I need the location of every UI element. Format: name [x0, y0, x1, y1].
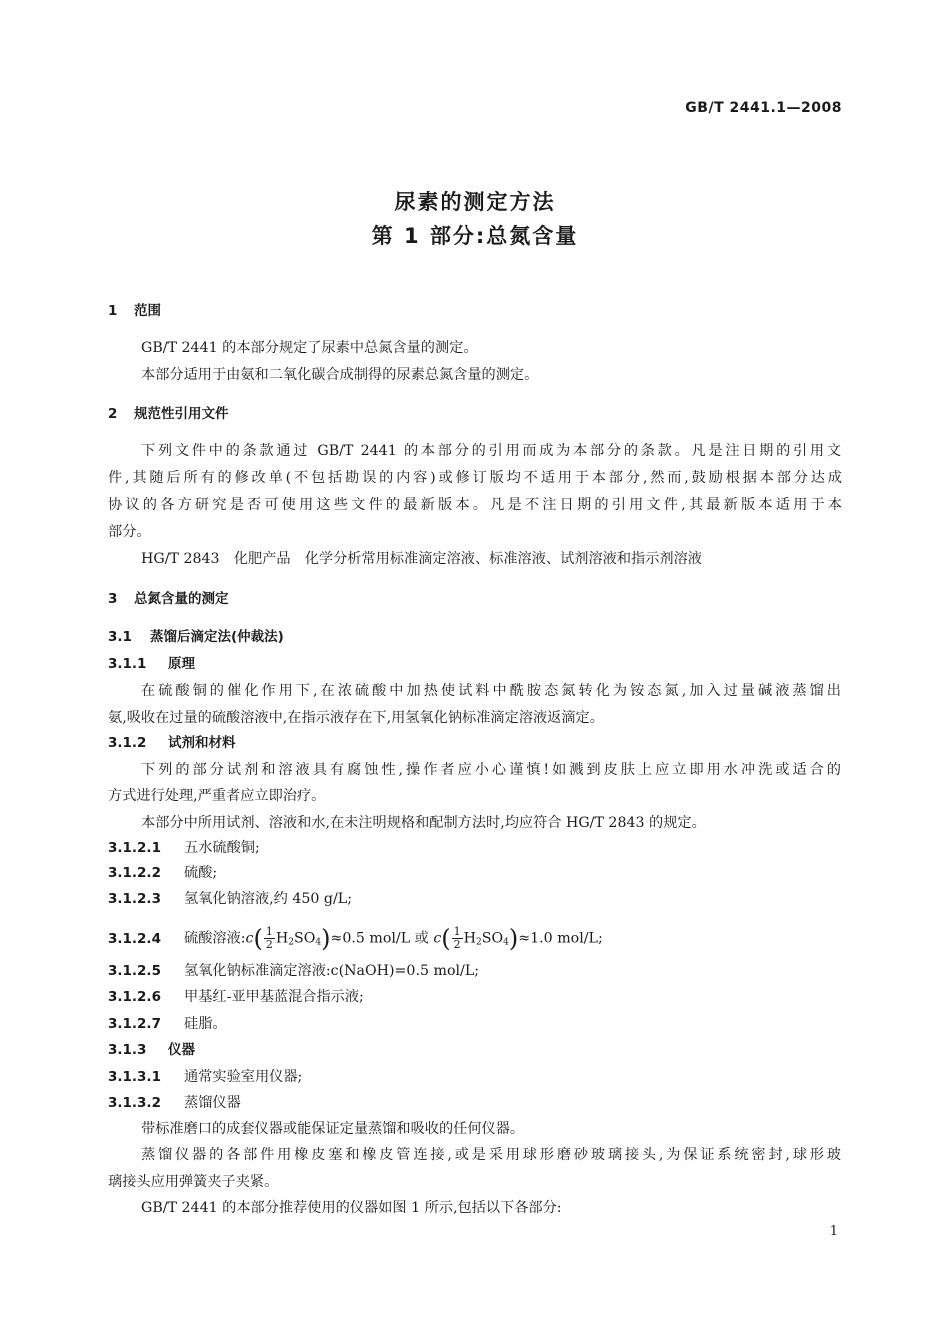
value-text: ≈1.0 mol/L; — [518, 930, 603, 947]
fraction — [452, 926, 463, 951]
section-number: 2 — [108, 406, 118, 422]
paragraph-line: 本部分中所用试剂、溶液和水,在未注明规格和配制方法时,均应符合 HG/T 2843 的规定。 — [141, 815, 706, 831]
section-title: 范围 — [134, 303, 161, 319]
clause-number: 3.1.2 — [108, 735, 147, 751]
paragraph-line: 本部分适用于由氨和二氧化碳合成制得的尿素总氮含量的测定。 — [141, 367, 539, 383]
clause-number: 3.1 — [108, 629, 132, 645]
paragraph-line: 在硫酸铜的催化作用下,在浓硫酸中加热使试料中酰胺态氮转化为铵态氮,加入过量碱液蒸馏出 — [141, 683, 841, 699]
clause-title: 仪器 — [168, 1042, 195, 1058]
subscript: 2 — [476, 937, 482, 948]
open-paren: ( — [253, 924, 263, 953]
item-number: 3.1.2.1 — [108, 840, 161, 856]
subscript: 4 — [503, 937, 509, 948]
reagent-item — [108, 838, 260, 858]
subscript: 2 — [288, 937, 294, 948]
paragraph-line: GB/T 2441 的本部分推荐使用的仪器如图 1 所示,包括以下各部分: — [141, 1200, 562, 1216]
apparatus-item — [108, 1067, 302, 1087]
section-number: 3 — [108, 591, 118, 607]
formula-part: H — [463, 930, 477, 947]
item-number: 3.1.2.4 — [108, 930, 161, 947]
item-text: 甲基红-亚甲基蓝混合指示液; — [184, 989, 364, 1005]
section-title: 规范性引用文件 — [134, 406, 229, 422]
clause-title: 蒸馏后滴定法(仲裁法) — [150, 629, 284, 645]
item-number: 3.1.2.3 — [108, 891, 161, 907]
item-text: 氢氧化钠标准滴定溶液:c(NaOH)=0.5 mol/L; — [184, 963, 480, 979]
clause-title: 原理 — [168, 656, 195, 672]
paragraph-line: 氨,吸收在过量的硫酸溶液中,在指示液存在下,用氢氧化钠标准滴定溶液返滴定。 — [108, 710, 604, 726]
paragraph-line: 带标准磨口的成套仪器或能保证定量蒸馏和吸收的任何仪器。 — [141, 1121, 525, 1137]
apparatus-item — [108, 1093, 241, 1113]
formula-part: SO — [293, 930, 316, 947]
item-number: 3.1.2.6 — [108, 989, 161, 1005]
clause-3-1-heading — [108, 627, 284, 647]
close-paren: ) — [321, 924, 331, 953]
fraction-denominator: 2 — [265, 938, 273, 951]
document-subtitle: 第 1 部分:总氮含量 — [371, 224, 579, 248]
fraction-denominator: 2 — [453, 938, 461, 951]
clause-title: 试剂和材料 — [168, 735, 236, 751]
close-paren: ) — [508, 924, 519, 953]
formula-part: H — [275, 930, 289, 947]
item-number: 3.1.2.7 — [108, 1016, 161, 1032]
fraction-numerator: 1 — [453, 925, 461, 938]
clause-number: 3.1.1 — [108, 656, 147, 672]
reagent-item — [108, 889, 352, 909]
concentration-symbol: c — [245, 930, 254, 947]
paragraph-line: 方式进行处理,严重者应立即治疗。 — [108, 788, 326, 804]
fraction-numerator: 1 — [265, 925, 273, 938]
item-text: 硫酸溶液: — [184, 930, 246, 947]
clause-number: 3.1.3 — [108, 1042, 147, 1058]
item-number: 3.1.2.5 — [108, 963, 161, 979]
paragraph-line: GB/T 2441 的本部分规定了尿素中总氮含量的测定。 — [141, 340, 478, 356]
standard-code: GB/T 2441.1—2008 — [685, 100, 842, 116]
subscript: 4 — [315, 937, 322, 948]
item-text: 通常实验室用仪器; — [184, 1069, 303, 1085]
item-number: 3.1.2.2 — [108, 865, 161, 881]
item-number: 3.1.3.1 — [108, 1069, 161, 1085]
open-paren: ( — [441, 924, 451, 953]
clause-3-1-1-heading — [108, 654, 195, 674]
paragraph-line: 下列的部分试剂和溶液具有腐蚀性,操作者应小心谨慎!如溅到皮肤上应立即用水冲洗或适合的 — [141, 762, 841, 778]
paragraph-line: 协议的各方研究是否可使用这些文件的最新版本。凡是不注日期的引用文件,其最新版本适用于本 — [108, 497, 842, 513]
item-number: 3.1.3.2 — [108, 1095, 161, 1111]
section-1-heading — [108, 301, 161, 321]
item-text: 硫酸; — [184, 865, 218, 881]
normative-reference: HG/T 2843 化肥产品 化学分析常用标准滴定溶液、标准溶液、试剂溶液和指示剂溶液 — [141, 551, 702, 567]
section-2-heading — [108, 404, 229, 424]
paragraph-line: 件,其随后所有的修改单(不包括勘误的内容)或修订版均不适用于本部分,然而,鼓励根据本部分达成 — [108, 470, 842, 486]
item-text: 蒸馏仪器 — [184, 1095, 241, 1111]
reagent-item-formula — [108, 926, 603, 953]
clause-3-1-2-heading — [108, 733, 236, 753]
paragraph-line: 璃接头应用弹簧夹子夹紧。 — [108, 1174, 279, 1190]
section-title: 总氮含量的测定 — [134, 591, 229, 607]
item-text: 硅脂。 — [184, 1016, 227, 1032]
clause-3-1-3-heading — [108, 1040, 195, 1060]
paragraph-line: 蒸馏仪器的各部件用橡皮塞和橡皮管连接,或是采用球形磨砂玻璃接头,为保证系统密封,球形玻 — [141, 1147, 841, 1163]
paragraph-line: 部分。 — [108, 524, 151, 540]
reagent-item — [108, 961, 479, 981]
document-title: 尿素的测定方法 — [394, 190, 556, 214]
paragraph-line: 下列文件中的条款通过 GB/T 2441 的本部分的引用而成为本部分的条款。凡是注日期的引用文 — [141, 443, 841, 459]
reagent-item — [108, 1014, 227, 1034]
page-number: 1 — [829, 1224, 838, 1239]
value-text: ≈0.5 mol/L 或 — [330, 930, 434, 947]
concentration-symbol: c — [433, 930, 442, 947]
item-text: 五水硫酸铜; — [184, 840, 260, 856]
section-3-heading — [108, 589, 229, 609]
reagent-item — [108, 987, 364, 1007]
reagent-item — [108, 863, 217, 883]
item-text: 氢氧化钠溶液,约 450 g/L; — [184, 891, 352, 907]
fraction — [264, 926, 275, 951]
section-number: 1 — [108, 303, 118, 319]
formula-part: SO — [481, 930, 504, 947]
